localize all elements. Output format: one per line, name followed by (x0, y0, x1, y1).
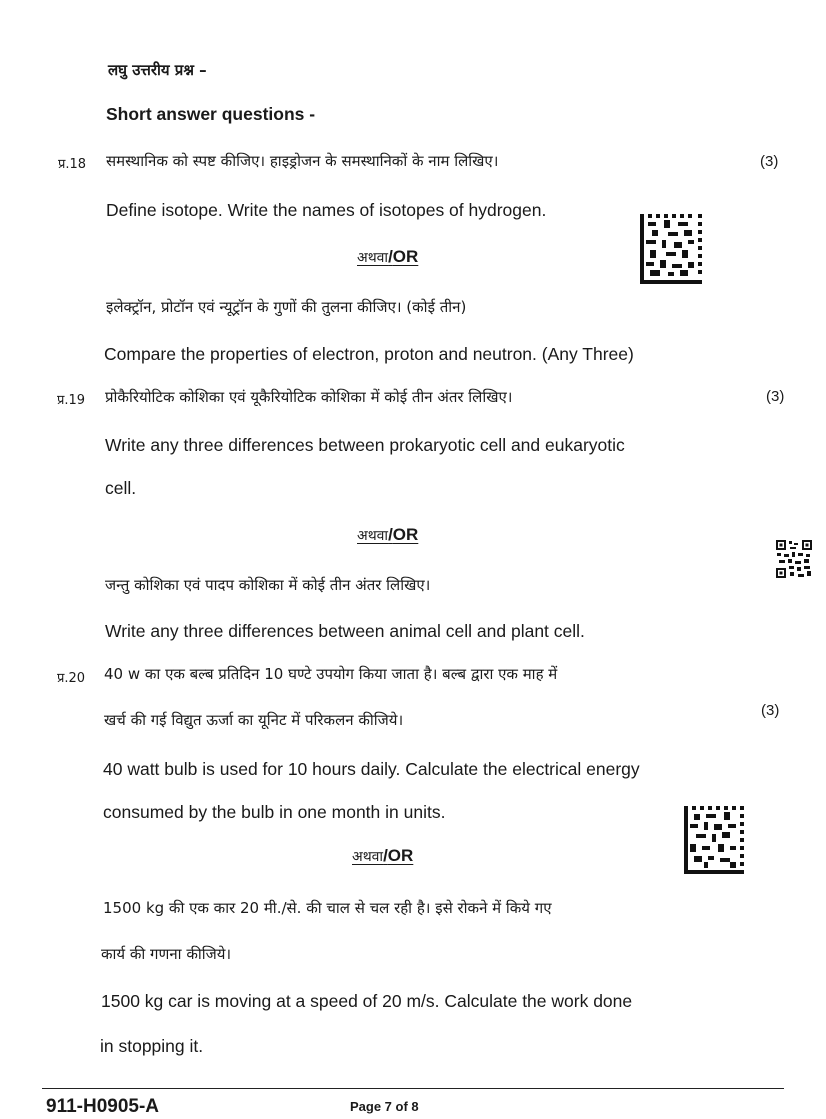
or-label-separator: / (388, 247, 393, 266)
q18-or-divider (357, 247, 418, 267)
q20-marks: (3) (761, 702, 780, 719)
q19-main-hindi: प्रोकैरियोटिक कोशिका एवं यूकैरियोटिक कोशिका में कोई तीन अंतर लिखिए। (105, 388, 513, 406)
or-label-hindi: अथवा (357, 528, 389, 544)
q19-main-english-line1: Write any three differences between prokaryotic cell and eukaryotic (105, 435, 625, 455)
question-number-18: प्र.18 (58, 157, 87, 172)
q19-alt-english: Write any three differences between animal cell and plant cell. (105, 621, 585, 641)
q20-or-divider (352, 846, 413, 866)
paper-code: 911-H0905-A (46, 1096, 160, 1117)
q19-marks: (3) (766, 388, 785, 405)
question-number-19: प्र.19 (57, 393, 86, 408)
q20-alt-english-line1: 1500 kg car is moving at a speed of 20 m/s. Calculate the work done (101, 991, 633, 1011)
or-label-english: OR (392, 247, 419, 266)
question-number-20: प्र.20 (57, 671, 86, 686)
q18-marks: (3) (760, 153, 779, 170)
q18-alt-english: Compare the properties of electron, proton and neutron. (Any Three) (104, 344, 634, 364)
q20-main-hindi-line2: खर्च की गई विद्युत ऊर्जा का यूनिट में परिकलन कीजिये। (104, 711, 404, 729)
q20-alt-hindi-line1: 1500 kg की एक कार 20 मी./से. की चाल से चल रही है। इसे रोकने में किये गए (103, 899, 552, 917)
q20-main-english-line1: 40 watt bulb is used for 10 hours daily. Calculate the electrical energy (103, 759, 640, 779)
or-label-separator: / (388, 525, 393, 544)
footer-divider (42, 1088, 784, 1089)
or-label-english: OR (392, 525, 419, 544)
q19-alt-hindi: जन्तु कोशिका एवं पादप कोशिका में कोई तीन अंतर लिखिए। (105, 576, 431, 594)
q19-or-divider (357, 525, 418, 545)
section-heading-hindi: लघु उत्तरीय प्रश्न – (108, 61, 207, 79)
q20-main-hindi-line1: 40 w का एक बल्ब प्रतिदिन 10 घण्टे उपयोग किया जाता है। बल्ब द्वारा एक माह में (104, 665, 558, 683)
or-label-hindi: अथवा (357, 250, 389, 266)
q18-main-english: Define isotope. Write the names of isotopes of hydrogen. (106, 200, 547, 220)
or-label-hindi: अथवा (352, 849, 384, 865)
q19-main-english-line2: cell. (105, 478, 137, 498)
page-number: Page 7 of 8 (350, 1099, 419, 1114)
q18-main-hindi: समस्थानिक को स्पष्ट कीजिए। हाइड्रोजन के समस्थानिकों के नाम लिखिए। (106, 152, 499, 170)
q20-alt-hindi-line2: कार्य की गणना कीजिये। (101, 945, 232, 963)
q18-alt-hindi: इलेक्ट्रॉन, प्रोटॉन एवं न्यूट्रॉन के गुणों की तुलना कीजिए। (कोई तीन) (106, 298, 467, 316)
q20-main-english-line2: consumed by the bulb in one month in units. (103, 802, 446, 822)
qr-code-small (776, 540, 812, 578)
datamatrix-code-1 (640, 214, 702, 284)
section-heading-english: Short answer questions - (106, 104, 316, 124)
q20-alt-english-line2: in stopping it. (100, 1036, 204, 1056)
datamatrix-code-2 (684, 806, 744, 874)
or-label-separator: / (383, 846, 388, 865)
or-label-english: OR (387, 846, 414, 865)
